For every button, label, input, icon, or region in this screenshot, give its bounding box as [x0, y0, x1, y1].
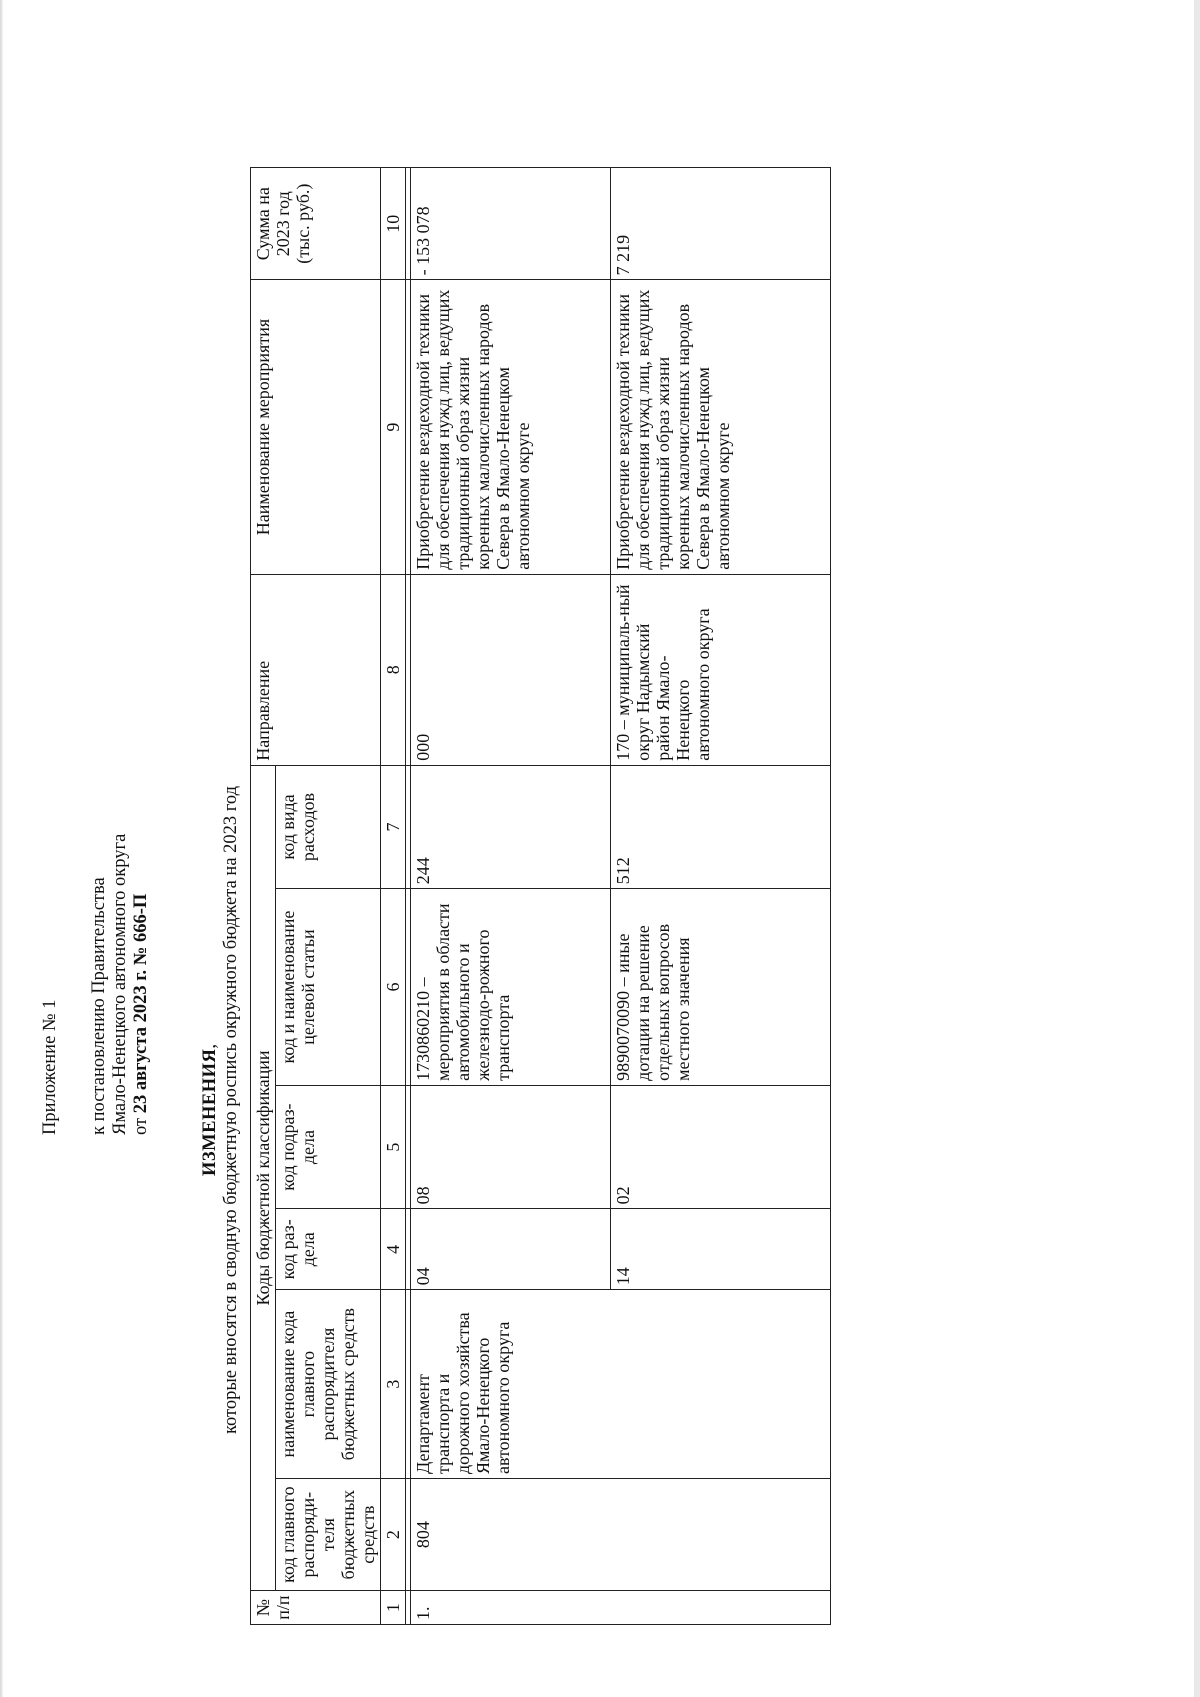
table-row: [411, 168, 611, 1625]
expense-type-cell: 244: [411, 765, 611, 889]
appendix-date-number: 23 августа 2023 г. № 666-П: [131, 893, 151, 1114]
heading-subtitle: которые вносятся в сводную бюджетную роспись окружного бюджета на 2023 год: [221, 785, 241, 1435]
amount-cell: 7 219: [611, 168, 831, 280]
direction-cell: 170 – муниципаль-ный округ Надымский район Ямало-Ненецкого автономного округа: [611, 574, 831, 765]
col-num-1: 1: [381, 1591, 406, 1625]
col-num-7: 7: [381, 765, 406, 889]
row-number: 1.: [411, 1591, 831, 1625]
target-article-cell: 1730860210 – мероприятия в области автомобильного и железнодо-рожного транспорта: [411, 889, 611, 1086]
appendix-block: [40, 575, 152, 1135]
header-expense-type: код вида расходов: [276, 765, 381, 889]
rotated-page: [40, 105, 1060, 1625]
header-grbs-name: наименование кода главного распорядителя бюджетных средств: [276, 1290, 381, 1479]
scan-edge-right: [1194, 0, 1200, 1697]
grbs-name-cell: Департамент транспорта и дорожного хозяйства Ямало-Ненецкого автономного округа: [411, 1290, 831, 1479]
col-num-6: 6: [381, 889, 406, 1086]
grbs-code-cell: 804: [411, 1478, 831, 1590]
col-num-9: 9: [381, 280, 406, 574]
heading-title-line: [200, 595, 221, 1625]
col-num-5: 5: [381, 1085, 406, 1209]
col-num-4: 4: [381, 1209, 406, 1290]
header-no: № п/п: [251, 1591, 381, 1625]
appendix-line-2: Ямало-Ненецкого автономного округа: [110, 833, 130, 1135]
target-article-cell: 9890070090 – иные дотации на решение отдельных вопросов местного значения: [611, 889, 831, 1086]
appendix-date: [131, 575, 152, 1135]
event-name-cell: Приобретение вездеходной техники для обеспечения нужд лиц, ведущих традиционный образ жизни коренных малочисленных народов Севера в Ямало-Ненецком автономном округе: [611, 280, 831, 574]
header-grbs-code: код главного распоряди-теля бюджетных средств: [276, 1478, 381, 1590]
changes-table: [250, 167, 831, 1625]
heading-title-suffix: ,: [200, 1044, 220, 1049]
col-num-2: 2: [381, 1478, 406, 1590]
header-subsection-code: код подраз-дела: [276, 1085, 381, 1209]
event-name-cell: Приобретение вездеходной техники для обеспечения нужд лиц, ведущих традиционный образ жизни коренных малочисленных народов Севера в Ямало-Ненецком автономном округе: [411, 280, 611, 574]
section-code-cell: 04: [411, 1209, 611, 1290]
col-num-3: 3: [381, 1290, 406, 1479]
appendix-line-1: к постановлению Правительства: [89, 877, 109, 1135]
direction-cell: 000: [411, 574, 611, 765]
header-amount: Сумма на 2023 год (тыс. руб.): [251, 168, 381, 280]
heading-title: ИЗМЕНЕНИЯ: [200, 1048, 220, 1176]
amount-cell: - 153 078: [411, 168, 611, 280]
appendix-date-prefix: от: [131, 1117, 151, 1135]
subsection-code-cell: 02: [611, 1085, 831, 1209]
section-code-cell: 14: [611, 1209, 831, 1290]
col-num-10: 10: [381, 168, 406, 280]
header-section-code: код раз-дела: [276, 1209, 381, 1290]
appendix-title: Приложение № 1: [40, 999, 60, 1135]
header-event-name: Наименование мероприятия: [251, 280, 381, 574]
document-heading: [200, 595, 242, 1625]
col-num-8: 8: [381, 574, 406, 765]
header-target-article: код и наименование целевой статьи: [276, 889, 381, 1086]
header-direction: Направление: [251, 574, 381, 765]
header-row-1: [251, 168, 276, 1625]
scan-edge-left: [0, 0, 3, 1697]
column-number-row: [381, 168, 406, 1625]
subsection-code-cell: 08: [411, 1085, 611, 1209]
header-classification-group: Коды бюджетной классификации: [251, 765, 276, 1591]
expense-type-cell: 512: [611, 765, 831, 889]
